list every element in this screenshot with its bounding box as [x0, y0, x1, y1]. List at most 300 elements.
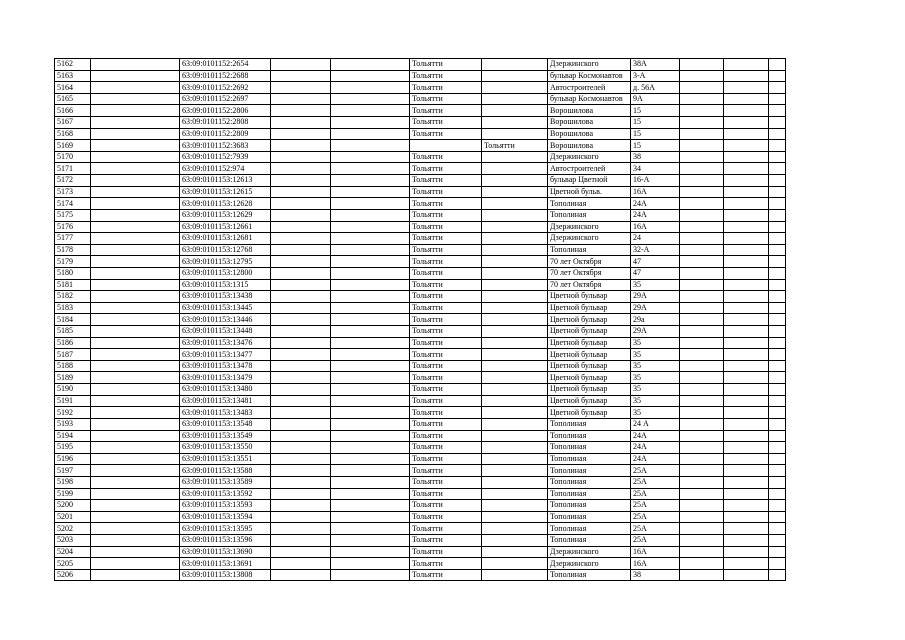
- empty-cell: [91, 291, 180, 303]
- empty-cell: [724, 453, 769, 465]
- empty-cell: [91, 128, 180, 140]
- city-alt: [482, 523, 548, 535]
- empty-cell: [91, 558, 180, 570]
- record-number: 5192: [55, 407, 91, 419]
- street: Тополиная: [548, 534, 631, 546]
- city-alt: [482, 442, 548, 454]
- empty-cell: [271, 186, 331, 198]
- empty-cell: [331, 128, 410, 140]
- register-table: [54, 58, 786, 581]
- empty-cell: [769, 430, 786, 442]
- empty-cell: [724, 465, 769, 477]
- empty-cell: [91, 372, 180, 384]
- house-number: 29А: [631, 302, 680, 314]
- empty-cell: [769, 337, 786, 349]
- empty-cell: [680, 523, 724, 535]
- empty-cell: [724, 569, 769, 581]
- street: Тополиная: [548, 476, 631, 488]
- empty-cell: [91, 151, 180, 163]
- house-number: 32-А: [631, 244, 680, 256]
- city-alt: [482, 279, 548, 291]
- city: Тольятти: [410, 151, 482, 163]
- empty-cell: [680, 442, 724, 454]
- cadastral-number: 63:09:0101152:974: [180, 163, 271, 175]
- empty-cell: [91, 140, 180, 152]
- empty-cell: [680, 233, 724, 245]
- city-alt: [482, 105, 548, 117]
- empty-cell: [769, 442, 786, 454]
- empty-cell: [271, 291, 331, 303]
- empty-cell: [680, 105, 724, 117]
- empty-cell: [769, 534, 786, 546]
- empty-cell: [680, 349, 724, 361]
- empty-cell: [331, 151, 410, 163]
- empty-cell: [680, 465, 724, 477]
- street: Ворошилова: [548, 117, 631, 129]
- empty-cell: [724, 209, 769, 221]
- city: Тольятти: [410, 163, 482, 175]
- table-row: [55, 267, 786, 279]
- empty-cell: [331, 326, 410, 338]
- empty-cell: [769, 395, 786, 407]
- city-alt: [482, 267, 548, 279]
- cadastral-number: 63:09:0101153:13595: [180, 523, 271, 535]
- empty-cell: [331, 244, 410, 256]
- empty-cell: [769, 453, 786, 465]
- empty-cell: [331, 407, 410, 419]
- record-number: 5177: [55, 233, 91, 245]
- empty-cell: [680, 476, 724, 488]
- street: Ворошилова: [548, 105, 631, 117]
- empty-cell: [91, 82, 180, 94]
- city: Тольятти: [410, 453, 482, 465]
- empty-cell: [769, 360, 786, 372]
- empty-cell: [331, 267, 410, 279]
- record-number: 5167: [55, 117, 91, 129]
- city: Тольятти: [410, 534, 482, 546]
- city: Тольятти: [410, 465, 482, 477]
- table-row: [55, 349, 786, 361]
- city-alt: [482, 175, 548, 187]
- empty-cell: [769, 465, 786, 477]
- city: Тольятти: [410, 314, 482, 326]
- table-row: [55, 534, 786, 546]
- empty-cell: [724, 256, 769, 268]
- empty-cell: [724, 59, 769, 71]
- empty-cell: [680, 267, 724, 279]
- record-number: 5175: [55, 209, 91, 221]
- register-body: [55, 59, 786, 581]
- table-row: [55, 105, 786, 117]
- empty-cell: [91, 105, 180, 117]
- city: Тольятти: [410, 349, 482, 361]
- empty-cell: [680, 546, 724, 558]
- empty-cell: [769, 105, 786, 117]
- street: Тополиная: [548, 523, 631, 535]
- empty-cell: [91, 395, 180, 407]
- house-number: 29А: [631, 326, 680, 338]
- record-number: 5183: [55, 302, 91, 314]
- city-alt: [482, 82, 548, 94]
- empty-cell: [331, 140, 410, 152]
- empty-cell: [680, 93, 724, 105]
- table-row: [55, 488, 786, 500]
- record-number: 5182: [55, 291, 91, 303]
- empty-cell: [724, 442, 769, 454]
- city-alt: [482, 93, 548, 105]
- street: Дзержинского: [548, 233, 631, 245]
- empty-cell: [724, 198, 769, 210]
- street: Тополиная: [548, 500, 631, 512]
- empty-cell: [724, 337, 769, 349]
- cadastral-number: 63:09:0101153:12681: [180, 233, 271, 245]
- empty-cell: [271, 256, 331, 268]
- cadastral-number: 63:09:0101153:13691: [180, 558, 271, 570]
- record-number: 5202: [55, 523, 91, 535]
- empty-cell: [724, 140, 769, 152]
- street: бульвар Космонавтов: [548, 70, 631, 82]
- empty-cell: [769, 279, 786, 291]
- city-alt: [482, 476, 548, 488]
- empty-cell: [91, 453, 180, 465]
- city: Тольятти: [410, 384, 482, 396]
- cadastral-number: 63:09:0101153:13593: [180, 500, 271, 512]
- house-number: 25А: [631, 534, 680, 546]
- empty-cell: [724, 314, 769, 326]
- empty-cell: [91, 209, 180, 221]
- table-row: [55, 395, 786, 407]
- record-number: 5189: [55, 372, 91, 384]
- empty-cell: [680, 175, 724, 187]
- empty-cell: [91, 511, 180, 523]
- city-alt: [482, 488, 548, 500]
- record-number: 5174: [55, 198, 91, 210]
- house-number: 35: [631, 349, 680, 361]
- empty-cell: [769, 500, 786, 512]
- empty-cell: [91, 326, 180, 338]
- street: Тополиная: [548, 453, 631, 465]
- empty-cell: [271, 418, 331, 430]
- table-row: [55, 430, 786, 442]
- city-alt: [482, 558, 548, 570]
- city: Тольятти: [410, 360, 482, 372]
- city-alt: [482, 384, 548, 396]
- empty-cell: [271, 59, 331, 71]
- house-number: 16А: [631, 558, 680, 570]
- city: Тольятти: [410, 267, 482, 279]
- house-number: 25А: [631, 488, 680, 500]
- empty-cell: [680, 140, 724, 152]
- house-number: 24 А: [631, 418, 680, 430]
- street: бульвар Цветной: [548, 175, 631, 187]
- empty-cell: [91, 256, 180, 268]
- empty-cell: [91, 500, 180, 512]
- empty-cell: [91, 523, 180, 535]
- empty-cell: [680, 291, 724, 303]
- record-number: 5185: [55, 326, 91, 338]
- empty-cell: [680, 82, 724, 94]
- street: Тополиная: [548, 418, 631, 430]
- table-row: [55, 476, 786, 488]
- empty-cell: [271, 488, 331, 500]
- house-number: 25А: [631, 476, 680, 488]
- house-number: 16-А: [631, 175, 680, 187]
- empty-cell: [271, 465, 331, 477]
- empty-cell: [724, 244, 769, 256]
- empty-cell: [680, 326, 724, 338]
- empty-cell: [331, 523, 410, 535]
- record-number: 5187: [55, 349, 91, 361]
- city: Тольятти: [410, 70, 482, 82]
- cadastral-number: 63:09:0101153:13481: [180, 395, 271, 407]
- empty-cell: [331, 558, 410, 570]
- empty-cell: [91, 314, 180, 326]
- table-row: [55, 233, 786, 245]
- empty-cell: [724, 407, 769, 419]
- house-number: 25А: [631, 465, 680, 477]
- empty-cell: [724, 430, 769, 442]
- empty-cell: [331, 291, 410, 303]
- empty-cell: [271, 384, 331, 396]
- cadastral-number: 63:09:0101153:12795: [180, 256, 271, 268]
- record-number: 5172: [55, 175, 91, 187]
- cadastral-number: 63:09:0101153:13477: [180, 349, 271, 361]
- empty-cell: [680, 209, 724, 221]
- empty-cell: [271, 70, 331, 82]
- empty-cell: [680, 430, 724, 442]
- table-row: [55, 82, 786, 94]
- empty-cell: [331, 186, 410, 198]
- empty-cell: [680, 186, 724, 198]
- empty-cell: [331, 442, 410, 454]
- empty-cell: [331, 546, 410, 558]
- record-number: 5201: [55, 511, 91, 523]
- cadastral-number: 63:09:0101152:3683: [180, 140, 271, 152]
- empty-cell: [680, 244, 724, 256]
- empty-cell: [271, 221, 331, 233]
- empty-cell: [331, 221, 410, 233]
- record-number: 5206: [55, 569, 91, 581]
- table-row: [55, 175, 786, 187]
- empty-cell: [271, 128, 331, 140]
- city: [410, 140, 482, 152]
- empty-cell: [724, 117, 769, 129]
- empty-cell: [91, 465, 180, 477]
- empty-cell: [271, 233, 331, 245]
- table-row: [55, 314, 786, 326]
- empty-cell: [271, 546, 331, 558]
- city-alt: [482, 209, 548, 221]
- city-alt: [482, 360, 548, 372]
- table-row: [55, 384, 786, 396]
- city: Тольятти: [410, 430, 482, 442]
- empty-cell: [271, 453, 331, 465]
- empty-cell: [91, 430, 180, 442]
- table-row: [55, 163, 786, 175]
- city-alt: [482, 221, 548, 233]
- city: Тольятти: [410, 175, 482, 187]
- city: Тольятти: [410, 546, 482, 558]
- cadastral-number: 63:09:0101153:13690: [180, 546, 271, 558]
- empty-cell: [724, 291, 769, 303]
- empty-cell: [271, 140, 331, 152]
- house-number: 35: [631, 279, 680, 291]
- city-alt: [482, 244, 548, 256]
- city: Тольятти: [410, 511, 482, 523]
- street: Тополиная: [548, 198, 631, 210]
- empty-cell: [331, 488, 410, 500]
- city-alt: [482, 534, 548, 546]
- record-number: 5193: [55, 418, 91, 430]
- empty-cell: [91, 175, 180, 187]
- record-number: 5195: [55, 442, 91, 454]
- house-number: 47: [631, 256, 680, 268]
- empty-cell: [724, 418, 769, 430]
- empty-cell: [769, 140, 786, 152]
- empty-cell: [680, 500, 724, 512]
- table-row: [55, 511, 786, 523]
- empty-cell: [769, 302, 786, 314]
- empty-cell: [271, 302, 331, 314]
- city: Тольятти: [410, 82, 482, 94]
- empty-cell: [769, 221, 786, 233]
- cadastral-number: 63:09:0101153:12661: [180, 221, 271, 233]
- cadastral-number: 63:09:0101152:2654: [180, 59, 271, 71]
- city-alt: [482, 511, 548, 523]
- cadastral-number: 63:09:0101153:13594: [180, 511, 271, 523]
- empty-cell: [331, 569, 410, 581]
- empty-cell: [91, 349, 180, 361]
- empty-cell: [680, 384, 724, 396]
- street: Цветной бульвар: [548, 372, 631, 384]
- street: 70 лет Октября: [548, 256, 631, 268]
- table-row: [55, 93, 786, 105]
- city: Тольятти: [410, 93, 482, 105]
- cadastral-number: 63:09:0101152:2697: [180, 93, 271, 105]
- empty-cell: [91, 70, 180, 82]
- empty-cell: [91, 546, 180, 558]
- city: Тольятти: [410, 244, 482, 256]
- empty-cell: [724, 384, 769, 396]
- house-number: 24А: [631, 442, 680, 454]
- empty-cell: [91, 418, 180, 430]
- record-number: 5166: [55, 105, 91, 117]
- city: Тольятти: [410, 128, 482, 140]
- cadastral-number: 63:09:0101153:13550: [180, 442, 271, 454]
- house-number: 29А: [631, 291, 680, 303]
- empty-cell: [724, 360, 769, 372]
- empty-cell: [271, 175, 331, 187]
- record-number: 5184: [55, 314, 91, 326]
- empty-cell: [724, 372, 769, 384]
- empty-cell: [769, 82, 786, 94]
- empty-cell: [724, 349, 769, 361]
- house-number: 25А: [631, 500, 680, 512]
- empty-cell: [91, 302, 180, 314]
- empty-cell: [724, 221, 769, 233]
- record-number: 5198: [55, 476, 91, 488]
- house-number: 24А: [631, 430, 680, 442]
- city-alt: [482, 70, 548, 82]
- record-number: 5173: [55, 186, 91, 198]
- street: Автостроителей: [548, 82, 631, 94]
- city-alt: [482, 465, 548, 477]
- empty-cell: [680, 418, 724, 430]
- empty-cell: [271, 267, 331, 279]
- house-number: 16А: [631, 221, 680, 233]
- street: Цветной бульвар: [548, 395, 631, 407]
- house-number: 35: [631, 337, 680, 349]
- empty-cell: [331, 430, 410, 442]
- empty-cell: [331, 476, 410, 488]
- empty-cell: [680, 395, 724, 407]
- empty-cell: [680, 337, 724, 349]
- record-number: 5176: [55, 221, 91, 233]
- empty-cell: [769, 349, 786, 361]
- empty-cell: [769, 93, 786, 105]
- empty-cell: [91, 93, 180, 105]
- empty-cell: [769, 546, 786, 558]
- empty-cell: [271, 314, 331, 326]
- empty-cell: [331, 453, 410, 465]
- empty-cell: [724, 163, 769, 175]
- record-number: 5171: [55, 163, 91, 175]
- street: Цветной бульвар: [548, 337, 631, 349]
- house-number: 47: [631, 267, 680, 279]
- record-number: 5188: [55, 360, 91, 372]
- street: Тополиная: [548, 209, 631, 221]
- city: Тольятти: [410, 209, 482, 221]
- empty-cell: [271, 395, 331, 407]
- empty-cell: [271, 360, 331, 372]
- cadastral-number: 63:09:0101152:2806: [180, 105, 271, 117]
- cadastral-number: 63:09:0101153:12629: [180, 209, 271, 221]
- empty-cell: [271, 534, 331, 546]
- empty-cell: [91, 384, 180, 396]
- empty-cell: [769, 163, 786, 175]
- empty-cell: [680, 534, 724, 546]
- empty-cell: [331, 198, 410, 210]
- empty-cell: [769, 476, 786, 488]
- cadastral-number: 63:09:0101153:13476: [180, 337, 271, 349]
- empty-cell: [91, 337, 180, 349]
- empty-cell: [769, 291, 786, 303]
- empty-cell: [271, 372, 331, 384]
- empty-cell: [724, 105, 769, 117]
- city: Тольятти: [410, 395, 482, 407]
- empty-cell: [271, 117, 331, 129]
- empty-cell: [724, 186, 769, 198]
- city-alt: [482, 314, 548, 326]
- cadastral-number: 63:09:0101153:13589: [180, 476, 271, 488]
- table-row: [55, 302, 786, 314]
- cadastral-number: 63:09:0101153:13596: [180, 534, 271, 546]
- city: Тольятти: [410, 186, 482, 198]
- house-number: 29а: [631, 314, 680, 326]
- record-number: 5170: [55, 151, 91, 163]
- empty-cell: [91, 59, 180, 71]
- record-number: 5191: [55, 395, 91, 407]
- house-number: 24А: [631, 453, 680, 465]
- empty-cell: [769, 117, 786, 129]
- street: Дзержинского: [548, 546, 631, 558]
- record-number: 5169: [55, 140, 91, 152]
- empty-cell: [724, 558, 769, 570]
- empty-cell: [769, 186, 786, 198]
- table-row: [55, 453, 786, 465]
- empty-cell: [680, 59, 724, 71]
- city: Тольятти: [410, 279, 482, 291]
